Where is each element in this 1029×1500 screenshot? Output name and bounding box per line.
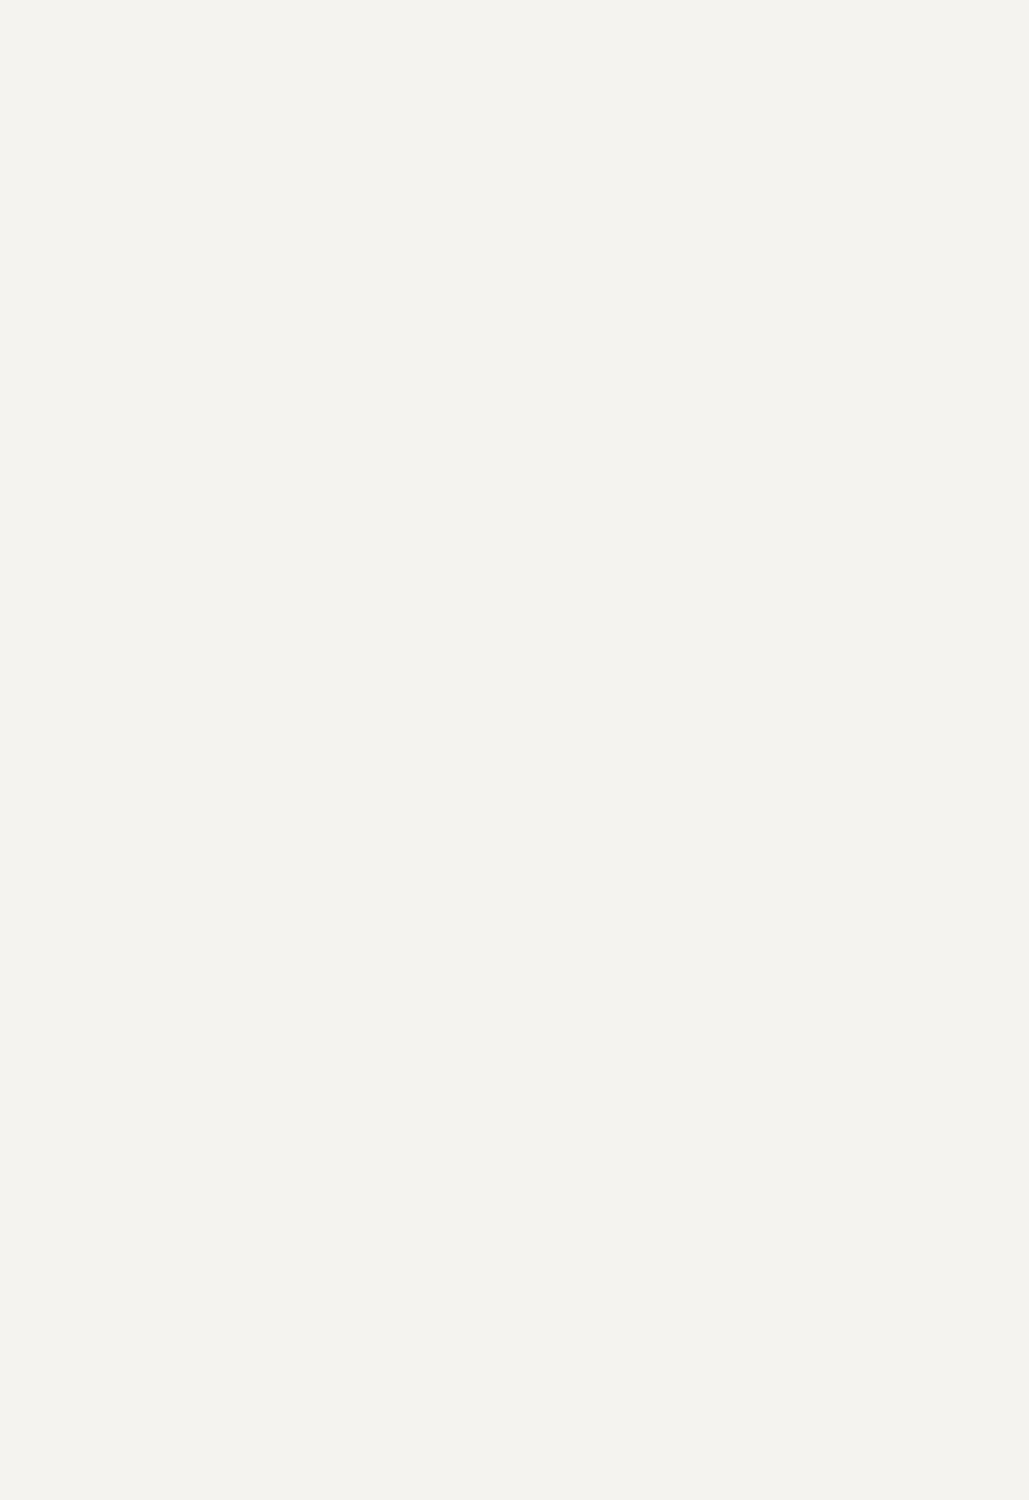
table-of-contents — [140, 108, 1000, 149]
page-column-label — [140, 108, 1008, 149]
